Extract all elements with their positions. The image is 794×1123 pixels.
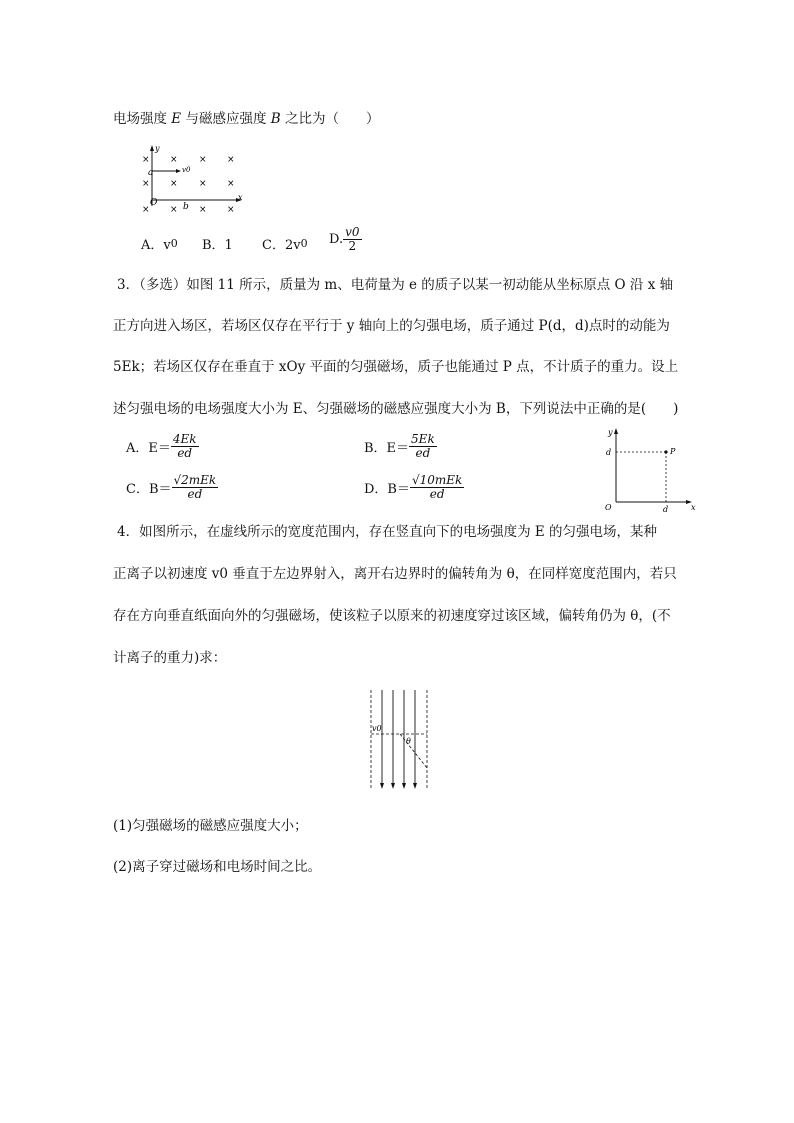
q3-y-label: y <box>608 428 613 437</box>
q2-x-label: x <box>238 193 243 202</box>
q2-option-d-num: v0 <box>345 225 360 239</box>
q3-option-b-den: ed <box>415 446 431 460</box>
q2-o-label: O <box>150 198 158 208</box>
q3-option-c-fraction <box>172 474 219 501</box>
q3-line-2: 正方向进入场区，若场区仅存在平行于 y 轴向上的匀强电场，质子通过 P(d，d)点时的动能为 <box>113 318 670 334</box>
q2-stem-suffix: 之比为（ ） <box>284 111 380 127</box>
q2-cross: × <box>227 155 235 165</box>
q2-option-c-text: C．2v <box>262 238 301 253</box>
q2-option-d-den: 2 <box>348 239 357 253</box>
q2-cross: × <box>170 155 178 165</box>
q3-x-label: x <box>691 503 696 512</box>
q3-option-a-fraction <box>171 433 199 460</box>
q3-option-d-num: √10mEk <box>411 473 463 487</box>
q2-stem <box>113 110 379 128</box>
q2-symbol-b: B <box>270 111 281 127</box>
q3-o-label: O <box>605 503 612 512</box>
q2-option-a[interactable] <box>141 234 178 253</box>
q2-cross: × <box>199 179 207 189</box>
q2-symbol-e: E <box>171 111 182 127</box>
q2-a-label: a <box>148 168 154 178</box>
q3-option-a-prefix: A．E＝ <box>126 441 171 456</box>
q3-option-c[interactable] <box>126 474 218 501</box>
q3-p-label: P <box>670 447 676 456</box>
q2-cross: × <box>142 205 150 214</box>
q3-option-a-num: 4Ek <box>172 432 197 446</box>
q2-option-a-sub: 0 <box>170 237 178 250</box>
q2-b-label: b <box>183 202 189 212</box>
q3-line-3: 5Ek；若场区仅存在垂直于 xOy 平面的匀强磁场，质子也能通过 P 点，不计质子的重力。设上 <box>113 359 679 375</box>
q2-option-b-text: B．1 <box>202 238 233 253</box>
q3-option-c-prefix: C．B＝ <box>126 482 172 497</box>
q3-option-d[interactable] <box>364 474 464 501</box>
q2-cross: × <box>199 155 207 165</box>
q4-figure <box>362 688 436 794</box>
q3-line-1: 3．（多选）如图 11 所示，质量为 m、电荷量为 e 的质子以某一初动能从坐标原点 O 沿 x 轴 <box>117 277 674 293</box>
q2-y-label: y <box>155 144 160 153</box>
q3-option-c-num: √2mEk <box>173 473 217 487</box>
q2-cross: × <box>142 179 150 189</box>
q2-option-d-text: D. <box>329 232 344 247</box>
q4-line-2: 正离子以初速度 v0 垂直于左边界射入，离开右边界时的偏转角为 θ，在同样宽度范围内，若只 <box>113 566 677 582</box>
q2-figure <box>136 142 248 214</box>
q3-d-x-label: d <box>663 505 669 514</box>
q2-stem-prefix: 电场强度 <box>113 111 167 127</box>
q3-d-y-label: d <box>606 448 612 457</box>
q3-option-d-prefix: D．B＝ <box>364 482 410 497</box>
q3-figure <box>600 424 700 514</box>
q2-option-c-sub: 0 <box>300 237 308 250</box>
q4-v-label: v0 <box>372 724 382 733</box>
q4-sub-question-2: (2)离子穿过磁场和电场时间之比。 <box>113 859 322 875</box>
q2-option-b[interactable] <box>202 234 233 253</box>
q2-y-arrow <box>150 145 154 151</box>
q4-line-4: 计离子的重力)求： <box>113 650 227 666</box>
q2-option-d[interactable] <box>329 226 362 253</box>
q2-option-a-text: A．v <box>141 238 171 253</box>
q2-cross: × <box>142 155 150 165</box>
q3-option-b-num: 5Ek <box>411 432 435 446</box>
q2-option-c[interactable] <box>262 234 308 253</box>
q4-field-arrows <box>380 783 417 789</box>
q2-stem-mid: 与磁感应强度 <box>185 111 267 127</box>
q2-cross: × <box>227 205 235 214</box>
q4-line-1: 4．如图所示，在虚线所示的宽度范围内，存在竖直向下的电场强度为 E 的匀强电场，某种 <box>117 524 658 540</box>
q2-cross: × <box>199 205 207 214</box>
q3-option-b-prefix: B．E＝ <box>364 441 410 456</box>
q3-option-b[interactable] <box>364 433 437 460</box>
q4-sub-question-1: (1)匀强磁场的磁感应强度大小； <box>113 818 308 834</box>
q4-theta-label: θ <box>406 737 411 746</box>
q2-option-d-fraction <box>343 226 361 253</box>
q2-cross: × <box>170 179 178 189</box>
q3-option-c-den: ed <box>187 487 203 501</box>
q4-line-3: 存在方向垂直纸面向外的匀强磁场，使该粒子以原来的初速度穿过该区域，偏转角仍为 θ，(不 <box>113 608 671 624</box>
q3-option-d-fraction <box>410 474 464 501</box>
q2-v-label: v0 <box>182 166 191 174</box>
q3-line-4: 述匀强电场的电场强度大小为 E、匀强磁场的磁感应强度大小为 B，下列说法中正确的是( ) <box>113 401 679 417</box>
q3-option-d-den: ed <box>429 487 445 501</box>
q2-cross: × <box>170 205 178 214</box>
q3-option-a-den: ed <box>177 446 193 460</box>
q3-option-a[interactable] <box>126 433 199 460</box>
q3-point-p <box>664 450 667 453</box>
q3-option-b-fraction <box>409 433 437 460</box>
q2-cross: × <box>227 179 235 189</box>
